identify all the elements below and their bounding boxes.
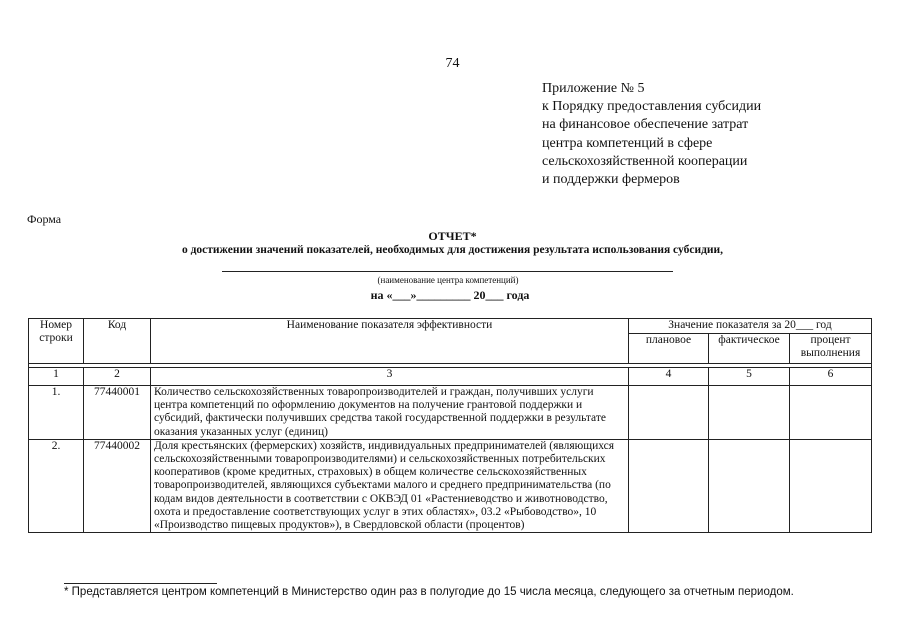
appendix-header: [542, 80, 761, 189]
center-name-line: [222, 271, 673, 272]
column-number: 4: [629, 368, 709, 386]
report-table: [28, 318, 872, 533]
row-planned-value: [629, 439, 709, 532]
row-indicator-name: Количество сельскохозяйственных товаропроизводителей и граждан, получивших услуги центра компетенций по оформлению документов на получение грантовой поддержки и субсидий, фактически получивших средства такой государственной поддержки в результате оказания указанных услуг (единиц): [151, 386, 629, 440]
table-row: [29, 439, 872, 532]
report-subtitle: о достижении значений показателей, необходимых для достижения результата использования субсидии,: [181, 244, 724, 256]
report-title: ОТЧЕТ*: [428, 229, 477, 243]
footnote-divider: [64, 583, 217, 584]
row-indicator-name: Доля крестьянских (фермерских) хозяйств, индивидуальных предпринимателей (являющихся сельскохозяйственными товаропроизводителями) и сельскохозяйственных потребительских кооперативов (кроме кредитных, страховых) в общем количестве сельскохозяйственных товаропроизводителей, являющихся субъектами малого и среднего предпринимательства (по кодам видов деятельности в соответствии с ОКВЭД 01 «Растениеводство и животноводство, охота и предоставление соответствующих услуг в этих областях», 03.2 «Рыбоводство», 10 «Производство пищевых продуктов»), в Свердловской области (процентов): [151, 439, 629, 532]
row-code: 77440001: [84, 386, 151, 440]
table-header-row: [29, 319, 872, 334]
appendix-line: Приложение № 5: [542, 81, 645, 96]
footnote: * Представляется центром компетенций в Министерство один раз в полугодие до 15 числа месяца, следующего за отчетным периодом.: [64, 586, 794, 598]
table-row: [29, 386, 872, 440]
appendix-line: центра компетенций в сфере: [542, 135, 713, 151]
header-row-number: Номер строки: [29, 319, 84, 364]
row-actual-value: [709, 439, 790, 532]
appendix-line: на финансовое обеспечение затрат: [542, 117, 749, 133]
form-label: Форма: [27, 212, 62, 226]
row-percent-value: [790, 439, 872, 532]
column-number: 5: [709, 368, 790, 386]
page-number: 74: [445, 56, 460, 71]
appendix-line: и поддержки фермеров: [542, 172, 680, 188]
row-number: 1.: [29, 386, 84, 440]
header-percent: процент выполнения: [790, 334, 872, 364]
row-code: 77440002: [84, 439, 151, 532]
column-number: 3: [151, 368, 629, 386]
center-name-caption: (наименование центра компетенций): [377, 275, 519, 285]
header-indicator-name: Наименование показателя эффективности: [151, 319, 629, 364]
header-planned: плановое: [629, 334, 709, 364]
column-number: 1: [29, 368, 84, 386]
header-code: Код: [84, 319, 151, 364]
row-percent-value: [790, 386, 872, 440]
row-planned-value: [629, 386, 709, 440]
column-numbers-row: [29, 368, 872, 386]
header-actual: фактическое: [709, 334, 790, 364]
row-actual-value: [709, 386, 790, 440]
report-period: на «___»_________ 20___ года: [370, 288, 530, 302]
column-number: 2: [84, 368, 151, 386]
row-number: 2.: [29, 439, 84, 532]
appendix-line: к Порядку предоставления субсидии: [542, 99, 762, 115]
column-number: 6: [790, 368, 872, 386]
header-value-group: Значение показателя за 20___ год: [629, 319, 872, 334]
appendix-line: сельскохозяйственной кооперации: [542, 153, 748, 169]
